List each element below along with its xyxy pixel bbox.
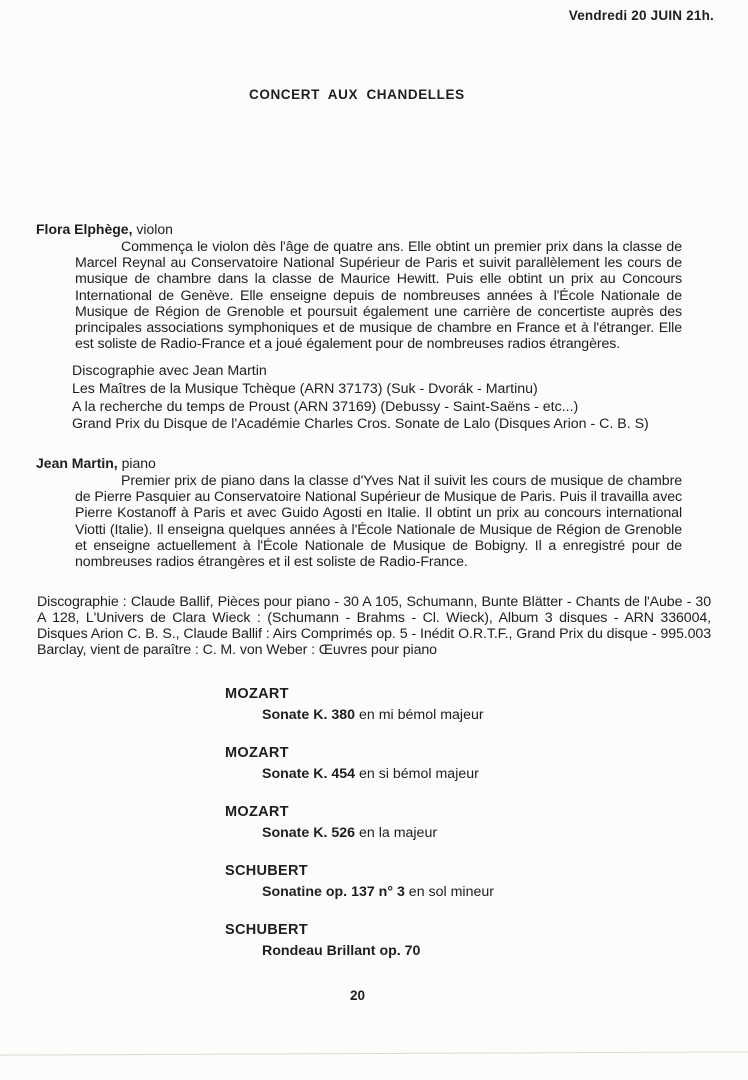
artist-role: piano <box>117 455 156 471</box>
program-entry <box>225 686 645 724</box>
artist-heading <box>36 221 712 237</box>
artist-name: Jean Martin, <box>36 455 118 471</box>
page-number: 20 <box>350 988 366 1003</box>
artist-section-jean-martin <box>36 455 712 570</box>
composer-name: SCHUBERT <box>225 863 308 879</box>
work-detail: en si bémol majeur <box>355 766 479 782</box>
discography-line: Grand Prix du Disque de l'Académie Charles Cros. Sonate de Lalo (Disques Arion - C. B. S) <box>72 416 649 433</box>
page-title: CONCERT AUX CHANDELLES <box>249 87 465 102</box>
artist-role: violon <box>132 221 173 237</box>
work-detail: en mi bémol majeur <box>355 707 484 723</box>
discography-line: A la recherche du temps de Proust (ARN 37169) (Debussy - Saint-Saëns - etc...) <box>72 398 579 415</box>
artist-name: Flora Elphège, <box>36 221 133 237</box>
composer-name: MOZART <box>225 686 289 702</box>
program-entry <box>225 745 645 783</box>
program-entry <box>225 804 645 842</box>
work-line <box>262 707 645 724</box>
concert-program <box>225 686 645 981</box>
work-detail: en la majeur <box>355 825 438 841</box>
discography-list <box>72 363 712 433</box>
discography-line: Les Maîtres de la Musique Tchèque (ARN 37173) (Suk - Dvorák - Martinu) <box>72 381 538 398</box>
event-datetime: Vendredi 20 JUIN 21h. <box>568 8 714 23</box>
program-entry <box>225 863 645 901</box>
discography-paragraph: Discographie : Claude Ballif, Pièces pour piano - 30 A 105, Schumann, Bunte Blätter - Chants de l'Aube - 30 A 128, L'Univers de Clara Wieck : (Schumann - Brahms - Cl. Wieck), Album 3 disques - ARN 336004, Disques Arion C. B. S., Claude Ballif : Airs Comprimés op. 5 - Inédit O.R.T.F., Grand Prix du disque - 995.003 Barclay, vient de paraître : C. M. von Weber : Œuvres pour piano <box>37 594 711 658</box>
artist-section-flora-elphege <box>36 221 712 434</box>
scan-artifact-line <box>0 1051 748 1055</box>
work-line <box>262 766 645 783</box>
artist-bio: Premier prix de piano dans la classe d'Yves Nat il suivit les cours de musique de chambre de Pierre Pasquier au Conservatoire National Supérieur de Musique de Paris. Puis il travailla avec Pierre Kostanoff à Paris et avec Guido Agosti en Italie. Il obtint un prix au concours international Viotti (Italie). Il enseigna quelques années à l'École Nationale de Musique de Région de Grenoble et enseigne actuellement à l'École Nationale de Musique de Bobigny. Il a enregistré pour de nombreuses radios étrangères et il est soliste de Radio-France. <box>75 473 682 571</box>
artist-heading <box>36 455 712 471</box>
work-title: Sonate K. 526 <box>262 825 356 841</box>
work-title: Sonatine op. 137 n° 3 <box>262 884 405 900</box>
work-line <box>262 825 645 842</box>
work-detail: en sol mineur <box>404 884 494 900</box>
work-title: Rondeau Brillant op. 70 <box>262 943 421 959</box>
work-line <box>262 884 645 901</box>
work-title: Sonate K. 380 <box>262 707 356 723</box>
artist-bio: Commença le violon dès l'âge de quatre ans. Elle obtint un premier prix dans la classe de Marcel Reynal au Conservatoire National Supérieur de Paris et suivit parallèlement les cours de musique de chambre dans la classe de Maurice Hewitt. Puis elle obtint un prix au Concours International de Genève. Elle enseigne depuis de nombreuses années à l'École Nationale de Musique de Région de Grenoble et poursuit également une carrière de concertiste auprès des principales associations symphoniques et de musique de chambre en France et à l'étranger. Elle est soliste de Radio-France et a joué également pour de nombreuses radios étrangères. <box>75 239 682 353</box>
discography-line: Discographie avec Jean Martin <box>72 363 267 380</box>
program-entry <box>225 922 645 960</box>
work-title: Sonate K. 454 <box>262 766 356 782</box>
composer-name: MOZART <box>225 745 289 761</box>
composer-name: SCHUBERT <box>225 922 308 938</box>
composer-name: MOZART <box>225 804 289 820</box>
work-line <box>262 943 645 960</box>
